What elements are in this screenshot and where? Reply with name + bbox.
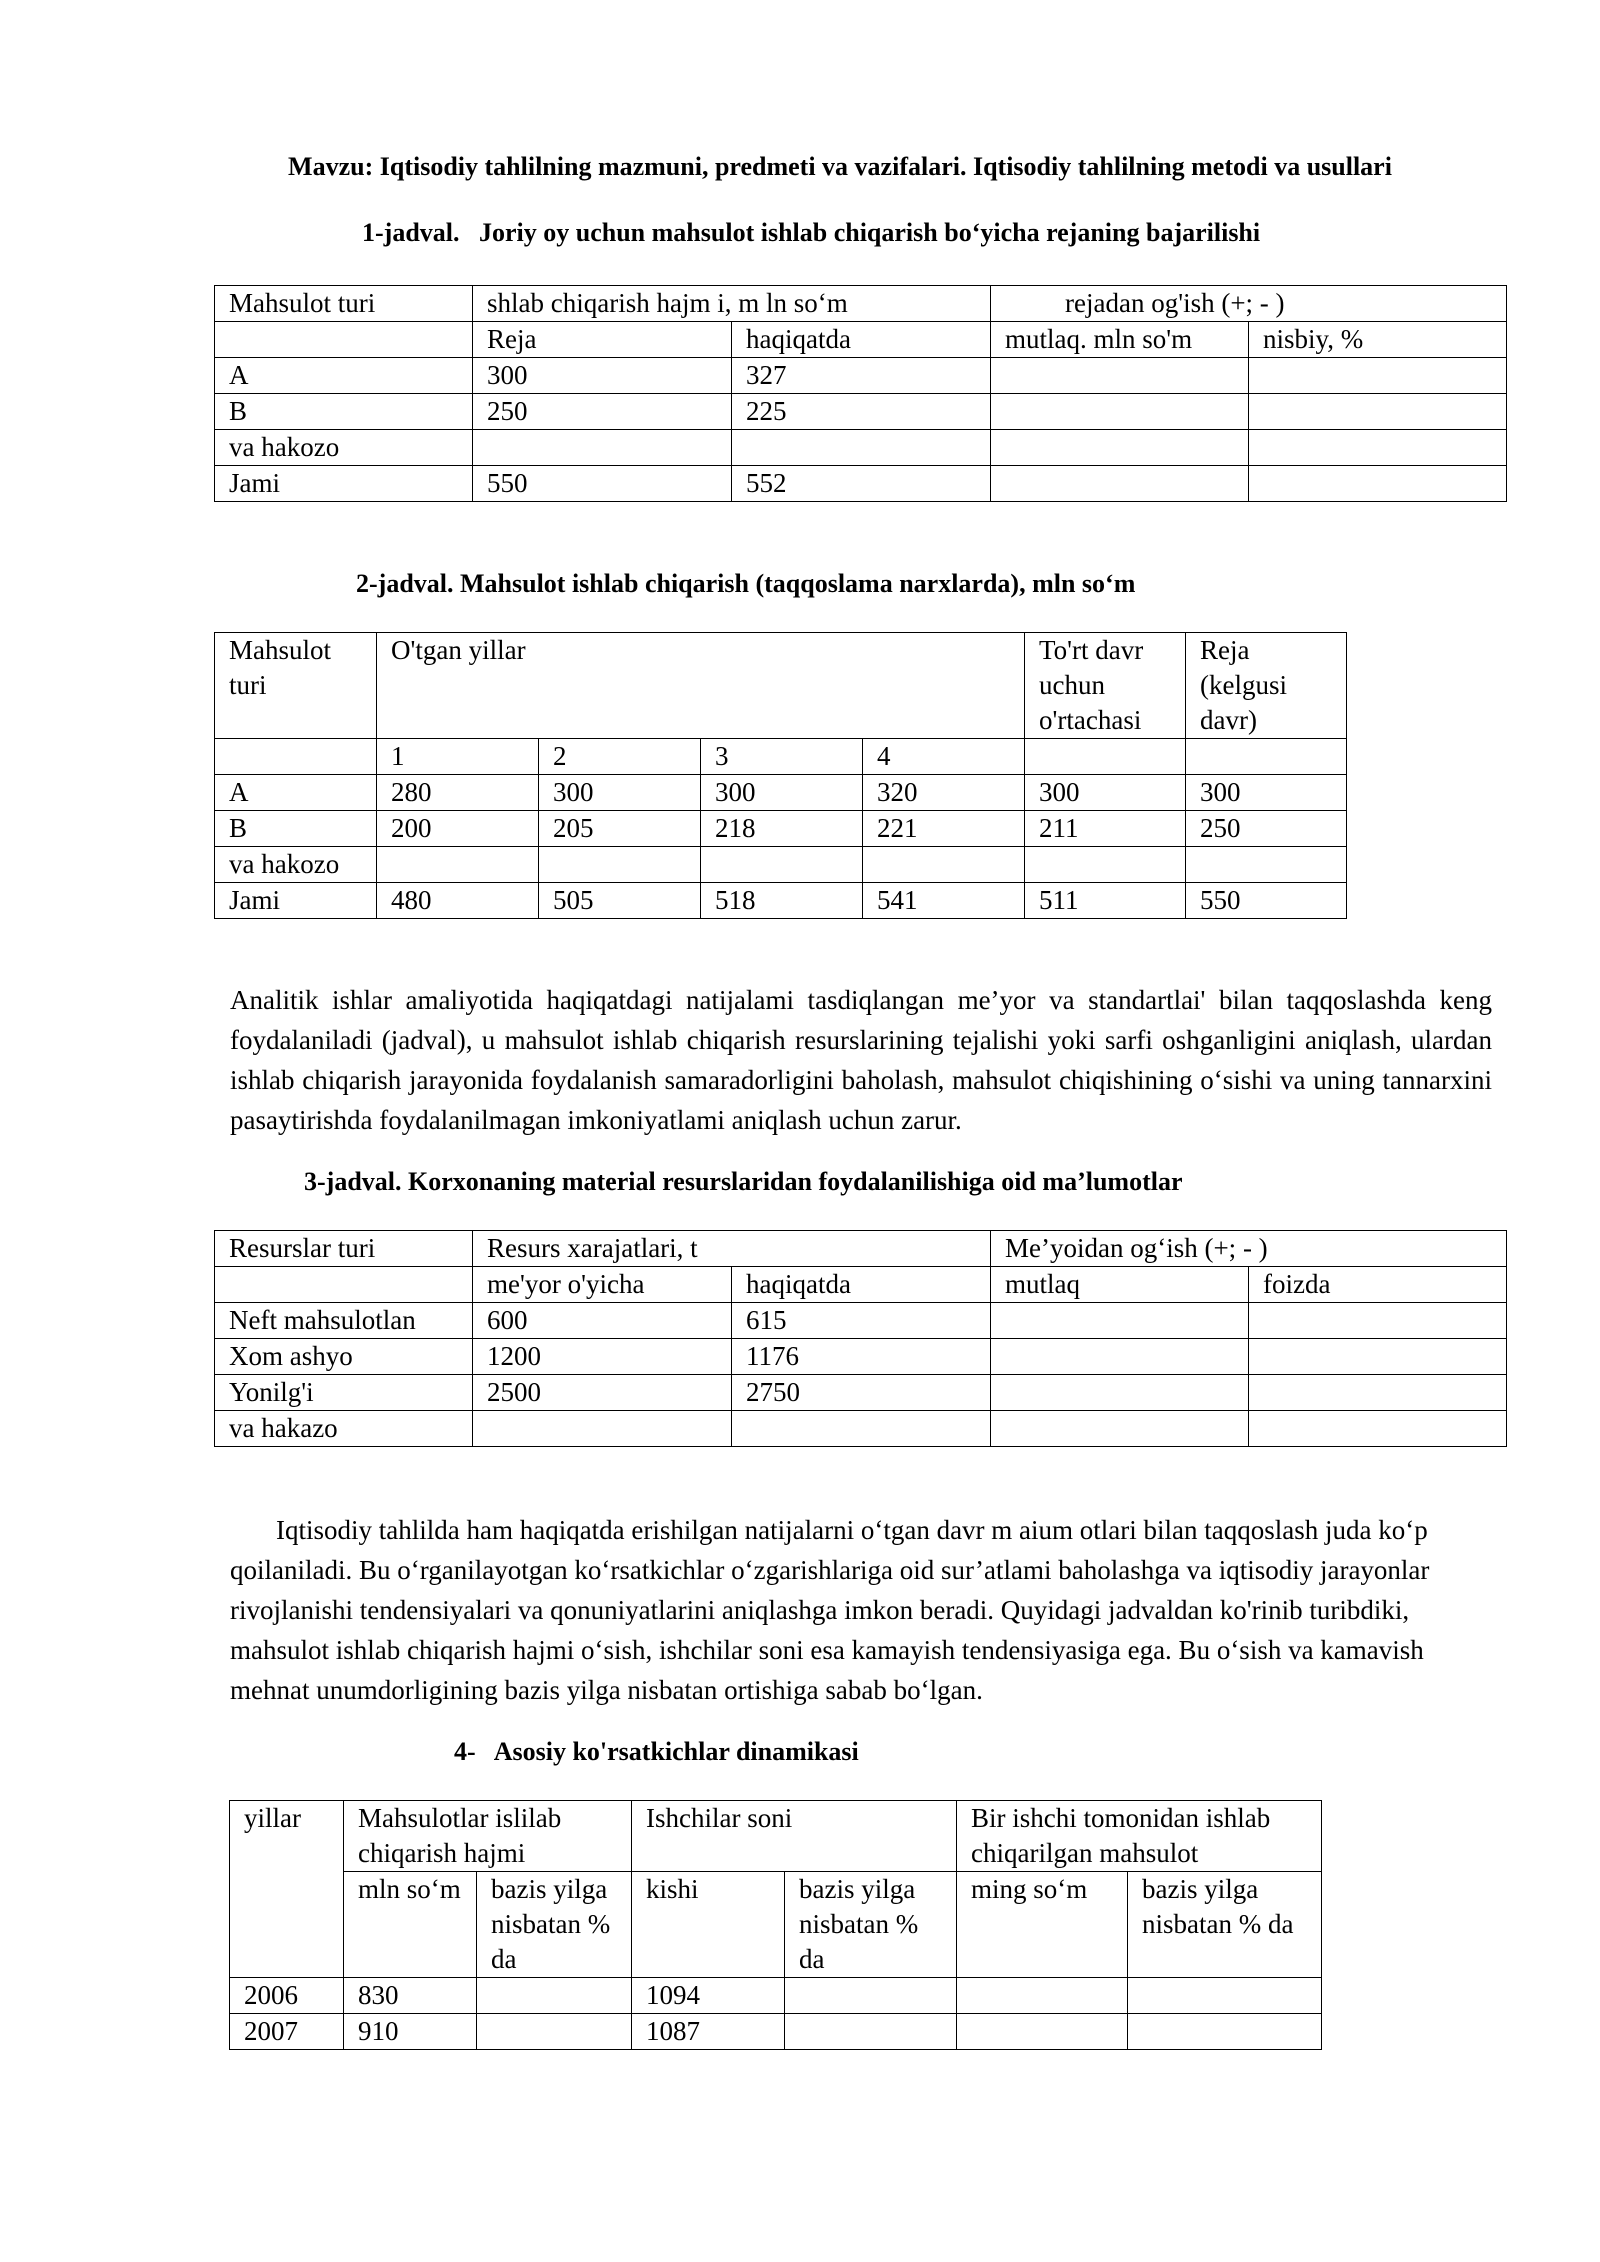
table-header-cell: Mahsulot turi xyxy=(215,633,377,739)
table-cell: 910 xyxy=(344,2014,477,2050)
table-cell xyxy=(991,430,1249,466)
table-header-cell: mutlaq xyxy=(991,1267,1249,1303)
table-cell: A xyxy=(215,775,377,811)
table-cell xyxy=(1249,1339,1507,1375)
table1-caption: 1-jadval. Joriy oy uchun mahsulot ishlab chiqarish bo‘yicha rejaning bajarilishi xyxy=(362,218,1261,247)
table-header-cell: Resurslar turi xyxy=(215,1231,473,1267)
table-cell: 211 xyxy=(1025,811,1186,847)
table-cell: Xom ashyo xyxy=(215,1339,473,1375)
table-header-cell xyxy=(215,1267,473,1303)
table-cell: 218 xyxy=(701,811,863,847)
table-cell: 1176 xyxy=(732,1339,991,1375)
table-header-cell: Reja (kelgusi davr) xyxy=(1186,633,1347,739)
table-header-cell xyxy=(215,322,473,358)
table-cell: 300 xyxy=(539,775,701,811)
table-cell: 2750 xyxy=(732,1375,991,1411)
table-cell: 327 xyxy=(732,358,991,394)
table-cell xyxy=(473,1411,732,1447)
table-cell: 518 xyxy=(701,883,863,919)
table-cell: Jami xyxy=(215,883,377,919)
table-header-cell: mutlaq. mln so'm xyxy=(991,322,1249,358)
table3-caption: 3-jadval. Korxonaning material resurslaridan foydalanilishiga oid ma’lumotlar xyxy=(304,1167,1183,1196)
table-header-cell: ming so‘m xyxy=(957,1872,1128,1978)
table-header-cell: Mahsulotlar islilab chiqarish hajmi xyxy=(344,1801,632,1872)
table-cell xyxy=(477,1978,632,2014)
table-cell xyxy=(785,2014,957,2050)
table-header-cell: To'rt davr uchun o'rtachasi xyxy=(1025,633,1186,739)
table-header-cell: Resurs xarajatlari, t xyxy=(473,1231,991,1267)
table-cell: va hakozo xyxy=(215,430,473,466)
table-row xyxy=(215,847,1347,883)
table-header-row xyxy=(215,739,1347,775)
table-cell: 2500 xyxy=(473,1375,732,1411)
table-cell xyxy=(732,1411,991,1447)
table-cell: Jami xyxy=(215,466,473,502)
table-cell: 550 xyxy=(473,466,732,502)
table-row xyxy=(215,1375,1507,1411)
table-cell xyxy=(539,847,701,883)
table-cell: Neft mahsulotlan xyxy=(215,1303,473,1339)
table-cell xyxy=(991,358,1249,394)
table-cell xyxy=(991,1303,1249,1339)
table4-caption: 4- Asosiy ko'rsatkichlar dinamikasi xyxy=(454,1737,859,1766)
table-cell xyxy=(957,1978,1128,2014)
table-header-cell: haqiqatda xyxy=(732,1267,991,1303)
table-header-cell: 1 xyxy=(377,739,539,775)
table-cell: B xyxy=(215,811,377,847)
table-header-row xyxy=(230,1872,1322,1978)
table-cell: 300 xyxy=(473,358,732,394)
table-header-cell: kishi xyxy=(632,1872,785,1978)
table-cell: 1087 xyxy=(632,2014,785,2050)
table-cell xyxy=(1249,1303,1507,1339)
table-cell xyxy=(991,1375,1249,1411)
table-cell: Yonilg'i xyxy=(215,1375,473,1411)
table-header-cell xyxy=(215,739,377,775)
table-cell xyxy=(1249,358,1507,394)
table-cell xyxy=(1128,1978,1322,2014)
table-header-cell: 4 xyxy=(863,739,1025,775)
table-row xyxy=(230,1978,1322,2014)
table-cell: 250 xyxy=(473,394,732,430)
paragraph-1: Analitik ishlar amaliyotida haqiqatdagi natijalami tasdiqlangan me’yor va standartlai' bilan taqqoslashda keng foydalaniladi (jadval), u mahsulot ishlab chiqarish resurslarining tejalishi yoki sarfi oshganligini aniqlash, ulardan ishlab chiqarish jarayonida foydalanish samaradorligini baholash, mahsulot chiqishining o‘sishi va uning tannarxini pasaytirishda foydalanilmagan imkoniyatlami aniqlash uchun zarur. xyxy=(230,985,1492,1135)
table-cell: 615 xyxy=(732,1303,991,1339)
table-cell: 205 xyxy=(539,811,701,847)
table-cell xyxy=(1249,466,1507,502)
table-header-cell: foizda xyxy=(1249,1267,1507,1303)
table-cell: va hakozo xyxy=(215,847,377,883)
table-header-row xyxy=(215,1267,1507,1303)
table-cell: 505 xyxy=(539,883,701,919)
table-row xyxy=(215,1303,1507,1339)
table-header-row xyxy=(215,1231,1507,1267)
table-cell: 480 xyxy=(377,883,539,919)
table-header-row xyxy=(230,1801,1322,1872)
table-row xyxy=(215,430,1507,466)
table-header-cell: Me’yoidan og‘ish (+; - ) xyxy=(991,1231,1507,1267)
table-header-cell xyxy=(1186,739,1347,775)
table-cell: 1200 xyxy=(473,1339,732,1375)
table-cell: B xyxy=(215,394,473,430)
table-cell: 221 xyxy=(863,811,1025,847)
table-cell xyxy=(377,847,539,883)
table-cell: 250 xyxy=(1186,811,1347,847)
table-cell: 200 xyxy=(377,811,539,847)
table-row xyxy=(215,775,1347,811)
table-header-cell: shlab chiqarish hajm i, m ln so‘m xyxy=(473,286,991,322)
table1 xyxy=(214,285,1507,502)
table-cell: 600 xyxy=(473,1303,732,1339)
table-cell xyxy=(991,466,1249,502)
table-header-cell: yillar xyxy=(230,1801,344,1978)
table-header-cell: me'yor o'yicha xyxy=(473,1267,732,1303)
table-header-cell: bazis yilga nisbatan % da xyxy=(1128,1872,1322,1978)
table2-caption: 2-jadval. Mahsulot ishlab chiqarish (taqqoslama narxlarda), mln so‘m xyxy=(356,569,1136,598)
table-header-cell: Reja xyxy=(473,322,732,358)
table-cell xyxy=(1025,847,1186,883)
table-header-cell: Mahsulot turi xyxy=(215,286,473,322)
table-header-cell: mln so‘m xyxy=(344,1872,477,1978)
table4 xyxy=(229,1800,1322,2050)
table-cell xyxy=(1186,847,1347,883)
table-header-cell: O'tgan yillar xyxy=(377,633,1025,739)
table-cell xyxy=(1128,2014,1322,2050)
table-row xyxy=(215,1411,1507,1447)
table-cell: 280 xyxy=(377,775,539,811)
table-cell xyxy=(991,1339,1249,1375)
table-header-cell: nisbiy, % xyxy=(1249,322,1507,358)
table-cell: 1094 xyxy=(632,1978,785,2014)
table-row xyxy=(215,394,1507,430)
table-cell xyxy=(732,430,991,466)
page-title: Mavzu: Iqtisodiy tahlilning mazmuni, predmeti va vazifalari. Iqtisodiy tahlilning metodi va usullari xyxy=(288,152,1392,181)
table-header-cell: 3 xyxy=(701,739,863,775)
table-header-cell: Bir ishchi tomonidan ishlab chiqarilgan mahsulot xyxy=(957,1801,1322,1872)
table-cell: 2006 xyxy=(230,1978,344,2014)
table-header-cell: haqiqatda xyxy=(732,322,991,358)
table-cell: 300 xyxy=(1186,775,1347,811)
table-cell xyxy=(991,1411,1249,1447)
table-header-cell: bazis yilga nisbatan % da xyxy=(785,1872,957,1978)
table2 xyxy=(214,632,1347,919)
table-row xyxy=(215,883,1347,919)
table-cell: 511 xyxy=(1025,883,1186,919)
table-cell: 225 xyxy=(732,394,991,430)
table-cell: va hakazo xyxy=(215,1411,473,1447)
table-header-cell: Ishchilar soni xyxy=(632,1801,957,1872)
table-cell: 550 xyxy=(1186,883,1347,919)
table-cell xyxy=(477,2014,632,2050)
table-header-cell xyxy=(1025,739,1186,775)
table-cell xyxy=(1249,394,1507,430)
table-cell: 541 xyxy=(863,883,1025,919)
table-cell: 300 xyxy=(701,775,863,811)
table-header-cell: rejadan og'ish (+; - ) xyxy=(991,286,1507,322)
table-header-row xyxy=(215,322,1507,358)
table-cell: 2007 xyxy=(230,2014,344,2050)
table-cell: 320 xyxy=(863,775,1025,811)
table-cell xyxy=(1249,1375,1507,1411)
table-header-row xyxy=(215,286,1507,322)
table-cell xyxy=(473,430,732,466)
table-row xyxy=(215,466,1507,502)
table-cell xyxy=(701,847,863,883)
table-cell xyxy=(1249,1411,1507,1447)
table-cell xyxy=(1249,430,1507,466)
table-cell xyxy=(785,1978,957,2014)
table-row xyxy=(230,2014,1322,2050)
table-header-cell: bazis yilga nisbatan % da xyxy=(477,1872,632,1978)
table-cell: 300 xyxy=(1025,775,1186,811)
table3 xyxy=(214,1230,1507,1447)
table-cell: A xyxy=(215,358,473,394)
table-cell: 552 xyxy=(732,466,991,502)
table-row xyxy=(215,358,1507,394)
table-cell: 830 xyxy=(344,1978,477,2014)
table-cell xyxy=(957,2014,1128,2050)
table-header-cell: 2 xyxy=(539,739,701,775)
paragraph-2: Iqtisodiy tahlilda ham haqiqatda erishilgan natijalarni o‘tgan davr m aium otlari bilan taqqoslash juda ko‘p qoilaniladi. Bu o‘rganilayotgan ko‘rsatkichlar o‘zgarishlariga oid sur’atlami baholashga va iqtisodiy jarayonlar rivojlanishi tendensiyalari va qonuniyatlarini aniqlashga imkon beradi. Quyidagi jadvaldan ko'rinib turibdiki, mahsulot ishlab chiqarish hajmi o‘sish, ishchilar soni esa kamayish tendensiyasiga ega. Bu o‘sish va kamavish mehnat unumdorligining bazis yilga nisbatan ortishiga sabab bo‘lgan. xyxy=(230,1515,1430,1705)
table-header-row xyxy=(215,633,1347,739)
table-row xyxy=(215,1339,1507,1375)
table-cell xyxy=(863,847,1025,883)
table-cell xyxy=(991,394,1249,430)
table-row xyxy=(215,811,1347,847)
